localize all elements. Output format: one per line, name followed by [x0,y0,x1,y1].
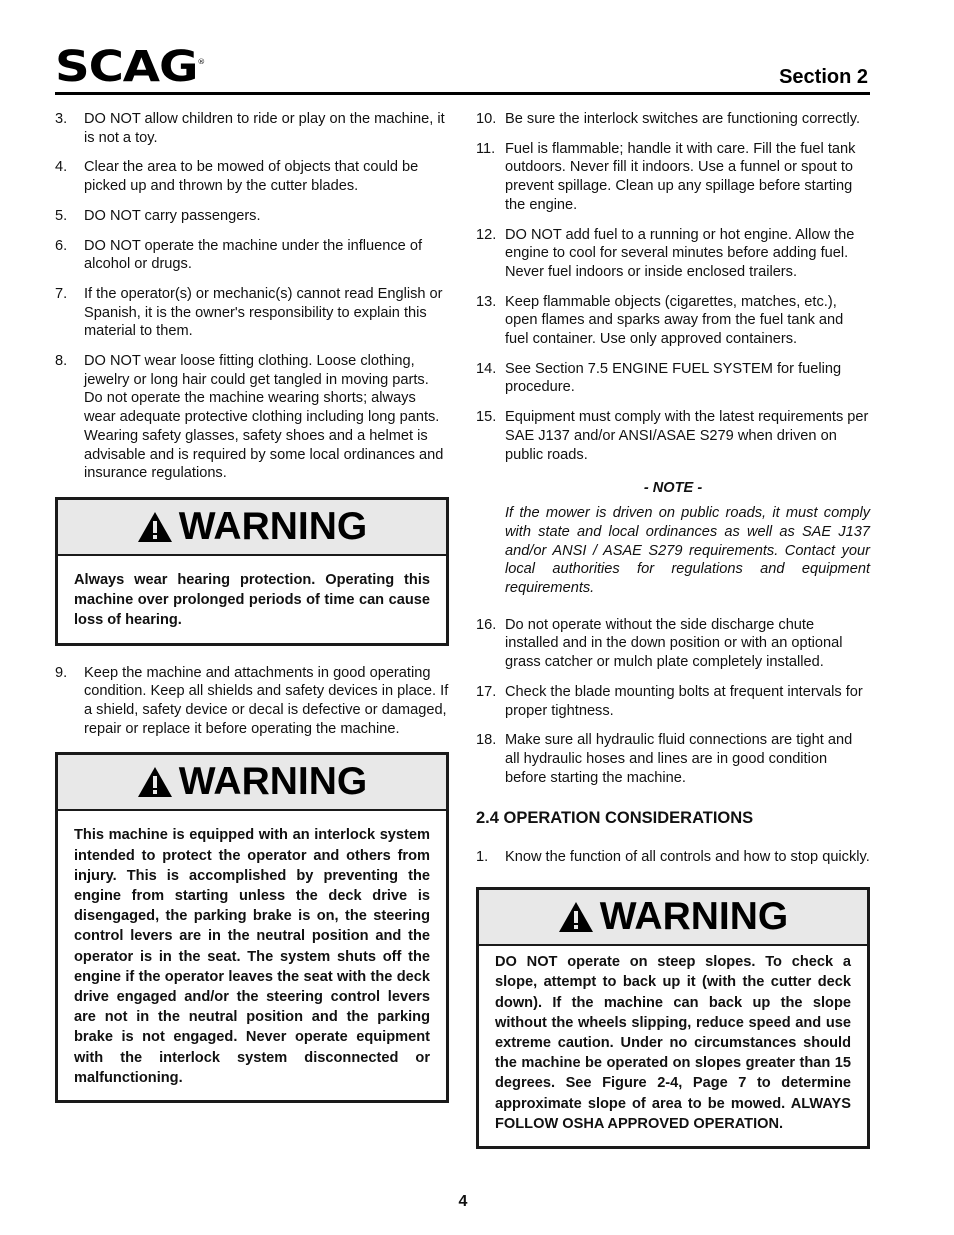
logo-text: SCAG [55,42,198,92]
list-item: 10. Be sure the interlock switches are functioning correctly. [476,111,861,127]
list-item: 15. Equipment must comply with the latest requirements per SAE J137 and/or ANSI/ASAE S279 when driven on public roads. [476,409,869,463]
list-item: 13. Keep flammable objects (cigarettes, matches, etc.), open flames and sparks away from the fuel tank and fuel container. Use only approved containers. [476,293,844,348]
registered-mark: ® [197,57,205,66]
page-number: 4 [458,1193,468,1210]
subsection-title: 2.4 OPERATION CONSIDERATIONS [476,809,754,828]
warning-text: This machine is equipped with an interlock system intended to protect the operator and others from injury. This is accomplished by preventing the engine from starting unless the deck drive is disengaged, the parking brake is on, the steering control levers are in the neutral position and the operator is in the seat. The system shuts off the engine if the operator leaves the seat with the deck drive engaged and/or the steering control levers are not in the neutral position and the parking brake is not engaged. Never operate equipment with the interlock system disconnected or malfunctioning. [74,827,430,1086]
right-column [476,110,870,1167]
list-item: 6. DO NOT operate the machine under the influence of alcohol or drugs. [55,237,423,273]
warning-box-interlock [55,752,449,1103]
left-column [55,110,449,1121]
left-list-a [55,110,449,483]
list-item: 5. DO NOT carry passengers. [55,207,261,224]
scag-logo [55,42,205,92]
list-item: 8. DO NOT wear loose fitting clothing. Loose clothing, jewelry or long hair could get tangled in moving parts. Do not operate the machine wearing shorts; always wear adequate protective clothing including long pants. Wearing safety glasses, safety shoes and a helmet is advisable and is required by some local ordinances and insurance regulations. [55,353,444,482]
warning-label: WARNING [178,760,368,804]
right-list-c [476,848,870,867]
list-item: 12. DO NOT add fuel to a running or hot engine. Allow the engine to cool for several minutes before adding fuel. Never fuel indoors or inside enclosed trailers. [476,226,855,280]
list-item: 9. Keep the machine and attachments in good operating condition. Keep all shields and safety devices in place. If a shield, safety device or decal is defective or damaged, repair or replace it before operating the machine. [55,664,449,737]
list-item: 18. Make sure all hydraulic fluid connections are tight and all hydraulic hoses and lines are in good condition before starting the machine. [476,732,853,786]
warning-box-hearing [55,497,449,646]
warning-triangle-icon [558,901,594,933]
list-item: 4. Clear the area to be mowed of objects that could be picked up and thrown by the cutter blades. [55,159,419,195]
note-text: If the mower is driven on public roads, it must comply with state and local ordinances as well as SAE J137 and/or ANSI / ASAE S279 requirements. Contact your local authorities for regulations and equipment requirements. [505,505,870,597]
list-item: 1. Know the function of all controls and how to stop quickly. [476,849,870,866]
warning-header [58,755,446,811]
right-list-a [476,110,870,464]
note-title: - NOTE - [643,480,703,497]
list-item: 14. See Section 7.5 ENGINE FUEL SYSTEM for fueling procedure. [476,360,842,396]
header-rule [55,92,870,95]
warning-box-slopes [476,887,870,1149]
warning-label: WARNING [599,895,789,939]
warning-label: WARNING [178,504,368,548]
warning-text: DO NOT operate on steep slopes. To check a slope, attempt to back up it (with the cutter deck down). If the machine can back up the slope without the wheels slipping, reduce speed and use extreme caution. Under no circumstances should the machine be operated on slopes greater than 15 degrees. See Figure 2-4, Page 7 to determine approximate slope of area to be mowed. ALWAYS FOLLOW OSHA APPROVED OPERATION. [495,954,851,1132]
warning-header [58,500,446,556]
warning-text: Always wear hearing protection. Operating this machine over prolonged periods of time can cause loss of hearing. [74,571,430,629]
list-item: 16. Do not operate without the side discharge chute installed and in the down position or with an optional grass catcher or mulch plate completely installed. [476,616,843,671]
left-list-b [55,664,449,739]
right-list-b [476,616,870,788]
list-item: 17. Check the blade mounting bolts at frequent intervals for proper tightness. [476,683,863,719]
warning-triangle-icon [137,511,173,543]
section-title: Section 2 [779,66,868,88]
list-item: 11. Fuel is flammable; handle it with care. Fill the fuel tank outdoors. Never fill it indoors. Use a funnel or spout to prevent spillage. Clean up any spillage before starting the engine. [476,140,856,213]
warning-header [479,890,867,946]
list-item: 7. If the operator(s) or mechanic(s) cannot read English or Spanish, it is the owner's responsibility to explain this material to them. [55,285,443,340]
list-item: 3. DO NOT allow children to ride or play on the machine, it is not a toy. [55,111,445,146]
warning-triangle-icon [137,766,173,798]
